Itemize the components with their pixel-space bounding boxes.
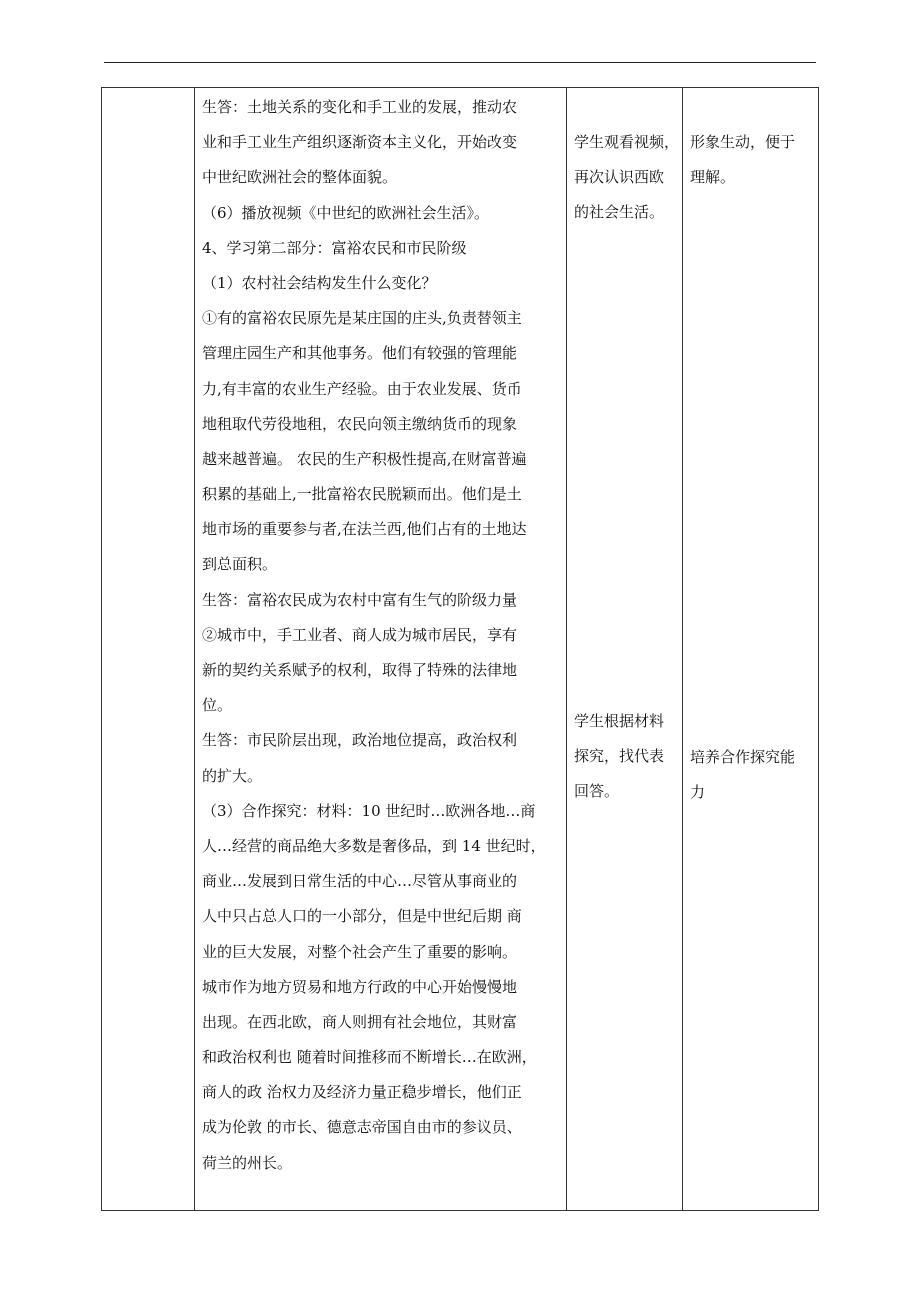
text-line: 城市作为地方贸易和地方行政的中心开始慢慢地 [202, 977, 518, 996]
text-line: 业和手工业生产组织逐渐资本主义化，开始改变 [202, 133, 518, 152]
text-line: 生答：富裕农民成为农村中富有生气的阶级力量 [202, 590, 518, 609]
text-line: 商人的政 治权力及经济力量正稳步增长，他们正 [202, 1083, 522, 1102]
text-line: 出现。在西北欧，商人则拥有社会地位，其财富 [202, 1012, 518, 1031]
text-line: ①有的富裕农民原先是某庄国的庄头,负责替领主 [202, 309, 522, 328]
text-line: 越来越普遍。 农民的生产积极性提高,在财富普遍 [202, 449, 527, 468]
text-line: 力,有丰富的农业生产经验。由于农业发展、货币 [202, 379, 522, 398]
text-line: 学生根据材料 [574, 712, 665, 730]
lesson-table [101, 87, 819, 1211]
column-divider-2 [566, 88, 567, 1210]
text-line: 地租取代劳役地租，农民向领主缴纳货币的现象 [202, 414, 518, 433]
text-line: 4、学习第二部分：富裕农民和市民阶级 [202, 238, 467, 257]
student-activity-inquiry [574, 704, 682, 810]
design-intent-inquiry [690, 740, 810, 810]
text-line: ②城市中，手工业者、商人成为城市居民，享有 [202, 625, 518, 644]
text-line: 理解。 [690, 168, 736, 187]
text-line: （6）播放视频《中世纪的欧洲社会生活》。 [202, 203, 490, 222]
text-line: 的扩大。 [202, 766, 263, 785]
text-line: 回答。 [574, 782, 620, 801]
student-activity-video [574, 125, 682, 231]
column-divider-1 [194, 88, 195, 1210]
text-line: 人…经营的商品绝大多数是奢侈品，到 14 世纪时， [202, 836, 546, 855]
text-line: 学生观看视频， [574, 133, 680, 151]
header-rule [104, 62, 816, 63]
text-line: 位。 [202, 696, 233, 715]
column-divider-3 [682, 88, 683, 1210]
text-line: 荷兰的州长。 [202, 1153, 293, 1172]
text-line: 管理庄园生产和其他事务。他们有较强的管理能 [202, 344, 518, 363]
text-line: 成为伦敦 的市长、德意志帝国自由市的参议员、 [202, 1118, 522, 1137]
text-line: 生答：土地关系的变化和手工业的发展，推动农 [202, 98, 518, 116]
text-line: （1）农村社会结构发生什么变化？ [202, 273, 437, 292]
text-line: 再次认识西欧 [574, 168, 665, 187]
text-line: 探究，找代表 [574, 747, 665, 766]
text-line: 到总面积。 [202, 555, 278, 574]
text-line: 和政治权利也 随着时间推移而不断增长…在欧洲， [202, 1048, 537, 1067]
text-line: （3）合作探究：材料：10 世纪时…欧洲各地…商 [202, 801, 536, 820]
text-line: 商业…发展到日常生活的中心…尽管从事商业的 [202, 872, 518, 891]
text-line: 力 [690, 783, 706, 802]
text-line: 业的巨大发展，对整个社会产生了重要的影响。 [202, 942, 518, 961]
text-line: 形象生动，便于 [690, 133, 796, 151]
text-line: 新的契约关系赋予的权利，取得了特殊的法律地 [202, 661, 518, 679]
text-line: 中世纪欧洲社会的整体面貌。 [202, 168, 398, 187]
teaching-process-cell [202, 90, 564, 1181]
text-line: 积累的基础上,一批富裕农民脱颖而出。他们是土 [202, 485, 522, 504]
text-line: 人中只占总人口的一小部分，但是中世纪后期 商 [202, 907, 522, 926]
text-line: 生答：市民阶层出现，政治地位提高，政治权利 [202, 731, 518, 750]
design-intent-video [690, 125, 810, 195]
text-line: 的社会生活。 [574, 203, 665, 222]
text-line: 培养合作探究能 [690, 748, 796, 766]
text-line: 地市场的重要参与者,在法兰西,他们占有的土地达 [202, 520, 527, 539]
